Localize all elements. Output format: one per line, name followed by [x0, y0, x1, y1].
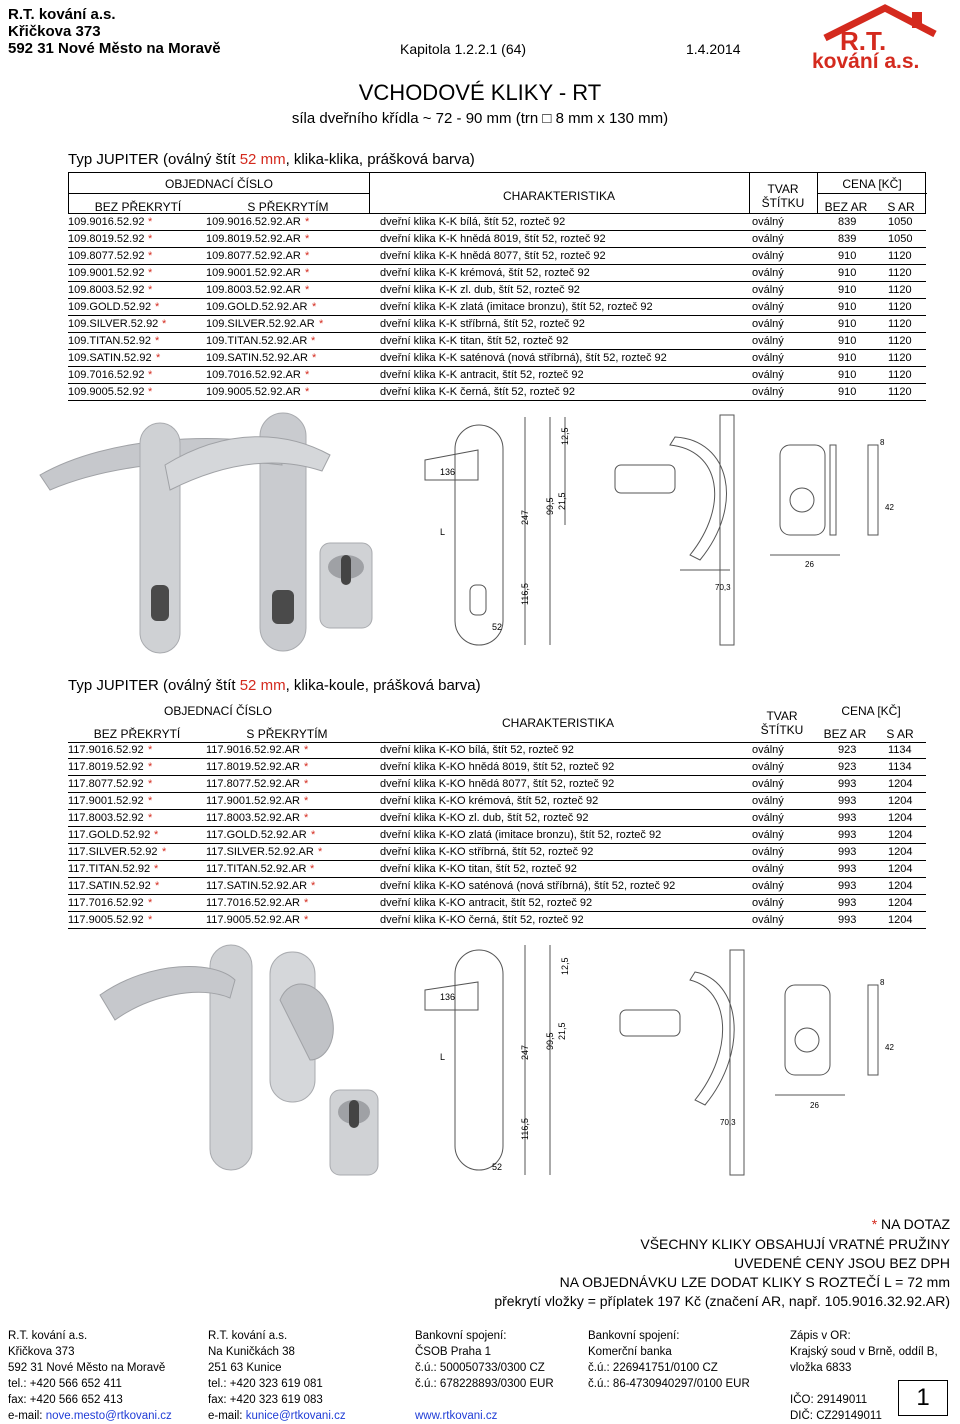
- shape: oválný: [752, 812, 784, 824]
- price-with-ar: 1050: [888, 233, 913, 245]
- svg-text:247: 247: [520, 1044, 530, 1060]
- table-row: [68, 299, 926, 316]
- on-request-star: *: [148, 233, 153, 245]
- characteristic: dveřní klika K-K hnědá 8077, štít 52, rozteč 92: [380, 250, 606, 262]
- on-request-star: *: [312, 352, 317, 364]
- price-with-ar: 1134: [888, 761, 912, 773]
- note-on-request: * NA DOTAZ: [871, 1216, 950, 1232]
- website-link[interactable]: www.rtkovani.cz: [415, 1410, 498, 1422]
- table-row: [68, 333, 926, 350]
- table-row: [68, 827, 926, 844]
- price-no-ar: 923: [838, 744, 857, 756]
- order-number-cover: 117.8077.52.92.AR: [206, 778, 300, 790]
- price-with-ar: 1204: [888, 829, 913, 841]
- on-request-star: *: [312, 301, 317, 313]
- company-city: 592 31 Nové Město na Moravě: [8, 40, 221, 57]
- price-no-ar: 910: [838, 301, 857, 313]
- on-request-star: *: [148, 744, 153, 756]
- on-request-star: *: [148, 761, 153, 773]
- footer-hq: R.T. kování a.s. Křičkova 373 592 31 Nové Město na Moravě tel.: +420 566 652 411 fax: +420 566 652 413 e-mail: nove.mesto@rtkovani.cz: [8, 1330, 172, 1422]
- shape: oválný: [752, 250, 784, 262]
- shape: oválný: [752, 318, 784, 330]
- table-row: [68, 316, 926, 333]
- price-no-ar: 993: [838, 880, 857, 892]
- technical-drawing-front-1: [425, 417, 565, 645]
- order-number-cover: 109.SATIN.52.92.AR: [206, 352, 308, 364]
- logo-line1: R.T.: [840, 26, 887, 56]
- company-name: R.T. kování a.s.: [8, 6, 116, 23]
- characteristic: dveřní klika K-K stříbrná, štít 52, rozteč 92: [380, 318, 585, 330]
- order-number-cover: 109.9001.52.92.AR: [206, 267, 301, 279]
- technical-drawing-side-1: [615, 415, 734, 645]
- table-row: [68, 793, 926, 810]
- section1-title: Typ JUPITER (oválný štít 52 mm, klika-klika, prášková barva): [68, 151, 475, 168]
- table-row: [68, 214, 926, 231]
- svg-text:52: 52: [492, 1162, 503, 1172]
- order-number-plain: 117.8077.52.92: [68, 778, 144, 790]
- order-number-cover: 117.GOLD.52.92.AR: [206, 829, 307, 841]
- svg-text:136: 136: [440, 992, 456, 1002]
- svg-text:116,5: 116,5: [520, 1118, 530, 1140]
- price-with-ar: 1204: [888, 846, 913, 858]
- on-request-star: *: [304, 914, 309, 926]
- price-with-ar: 1204: [888, 778, 913, 790]
- order-number-plain: 117.8019.52.92: [68, 761, 144, 773]
- table-body: [68, 742, 926, 929]
- on-request-star: *: [155, 880, 160, 892]
- table-row: [68, 759, 926, 776]
- price-with-ar: 1204: [888, 812, 913, 824]
- order-number-plain: 109.9016.52.92: [68, 216, 145, 228]
- on-request-star: *: [310, 863, 315, 875]
- on-request-star: *: [304, 778, 309, 790]
- price-no-ar: 993: [838, 812, 857, 824]
- characteristic: dveřní klika K-KO antracit, štít 52, rozteč 92: [380, 897, 593, 909]
- characteristic: dveřní klika K-K krémová, štít 52, rozteč 92: [380, 267, 590, 279]
- on-request-star: *: [155, 335, 160, 347]
- on-request-star: *: [305, 267, 310, 279]
- handle-photo-plate-2: [100, 945, 333, 1170]
- svg-text:99,5: 99,5: [545, 1032, 555, 1050]
- shape: oválný: [752, 233, 784, 245]
- order-number-cover: 109.8077.52.92.AR: [206, 250, 301, 262]
- on-request-star: *: [148, 897, 153, 909]
- on-request-star: *: [148, 216, 153, 228]
- price-no-ar: 993: [838, 863, 857, 875]
- logo-line2: kování a.s.: [812, 50, 920, 73]
- svg-text:26: 26: [805, 560, 814, 569]
- order-number-plain: 117.9005.52.92: [68, 914, 144, 926]
- characteristic: dveřní klika K-KO stříbrná, štít 52, rozteč 92: [380, 846, 594, 858]
- date-label: 1.4.2014: [686, 41, 741, 57]
- escutcheon-photo-2: [330, 1090, 378, 1175]
- svg-text:99,5: 99,5: [545, 497, 555, 515]
- order-number-cover: 109.8003.52.92.AR: [206, 284, 301, 296]
- svg-text:136: 136: [440, 467, 456, 477]
- order-number-plain: 109.8003.52.92: [68, 284, 145, 296]
- price-no-ar: 923: [838, 761, 857, 773]
- technical-drawing-side-2: [620, 950, 744, 1175]
- shape: oválný: [752, 880, 784, 892]
- on-request-star: *: [304, 812, 309, 824]
- handle-photo-plate-1: [40, 413, 330, 653]
- company-street: Křičkova 373: [8, 23, 101, 40]
- price-no-ar: 993: [838, 846, 857, 858]
- order-number-cover: 109.7016.52.92.AR: [206, 369, 301, 381]
- svg-text:L: L: [440, 1052, 446, 1062]
- characteristic: dveřní klika K-K zlatá (imitace bronzu), štít 52, rozteč 92: [380, 301, 653, 313]
- on-request-star: *: [304, 795, 309, 807]
- table-row: [68, 844, 926, 861]
- on-request-star: *: [311, 880, 316, 892]
- svg-text:12,5: 12,5: [560, 427, 570, 445]
- shape: oválný: [752, 284, 784, 296]
- on-request-star: *: [148, 812, 153, 824]
- svg-text:42: 42: [885, 503, 894, 512]
- price-no-ar: 910: [838, 318, 857, 330]
- shape: oválný: [752, 386, 784, 398]
- on-request-star: *: [305, 233, 310, 245]
- svg-text:21,5: 21,5: [557, 1022, 567, 1040]
- note-springs: VŠECHNY KLIKY OBSAHUJÍ VRATNÉ PRUŽINY: [640, 1236, 950, 1252]
- footer-bank-1: Bankovní spojení: ČSOB Praha 1 č.ú.: 500050733/0300 CZ č.ú.: 678228893/0300 EUR www.rtkovani.cz: [415, 1330, 554, 1422]
- shape: oválný: [752, 369, 784, 381]
- order-number-plain: 109.7016.52.92: [68, 369, 145, 381]
- price-no-ar: 839: [838, 233, 857, 245]
- on-request-star: *: [319, 318, 324, 330]
- email-link-hq[interactable]: nove.mesto@rtkovani.cz: [45, 1410, 172, 1422]
- technical-drawing-escutcheon-2: [775, 985, 878, 1095]
- price-with-ar: 1204: [888, 795, 913, 807]
- price-no-ar: 839: [838, 216, 857, 228]
- characteristic: dveřní klika K-K bílá, štít 52, rozteč 92: [380, 216, 566, 228]
- footer-registry: Zápis v OR: Krajský soud v Brně, oddíl B, vložka 6833 IČO: 29149011 DIČ: CZ29149011: [790, 1330, 938, 1422]
- order-number-cover: 109.8019.52.92.AR: [206, 233, 301, 245]
- price-no-ar: 910: [838, 352, 857, 364]
- on-request-star: *: [305, 284, 310, 296]
- svg-text:L: L: [440, 527, 446, 537]
- chapter-label: Kapitola 1.2.2.1 (64): [400, 41, 527, 57]
- on-request-star: *: [305, 369, 310, 381]
- table-row: [68, 912, 926, 929]
- on-request-star: *: [154, 863, 159, 875]
- table-row: [68, 861, 926, 878]
- characteristic: dveřní klika K-KO hnědá 8077, štít 52, rozteč 92: [380, 778, 615, 790]
- table-jupiter-kko: [68, 700, 926, 929]
- shape: oválný: [752, 352, 784, 364]
- characteristic: dveřní klika K-KO bílá, štít 52, rozteč 92: [380, 744, 574, 756]
- on-request-star: *: [311, 335, 316, 347]
- table-row: [68, 384, 926, 401]
- order-number-cover: 117.9016.52.92.AR: [206, 744, 300, 756]
- on-request-star: *: [148, 369, 153, 381]
- escutcheon-photo-1: [320, 543, 372, 628]
- on-request-star: *: [311, 829, 316, 841]
- price-with-ar: 1120: [888, 386, 912, 398]
- on-request-star: *: [305, 250, 310, 262]
- price-with-ar: 1120: [888, 301, 912, 313]
- order-number-plain: 117.TITAN.52.92: [68, 863, 151, 875]
- characteristic: dveřní klika K-K titan, štít 52, rozteč 92: [380, 335, 569, 347]
- characteristic: dveřní klika K-K černá, štít 52, rozteč 92: [380, 386, 576, 398]
- characteristic: dveřní klika K-K hnědá 8019, štít 52, rozteč 92: [380, 233, 606, 245]
- order-number-cover: 117.8019.52.92.AR: [206, 761, 300, 773]
- on-request-star: *: [162, 318, 167, 330]
- on-request-star: *: [148, 284, 153, 296]
- order-number-cover: 117.7016.52.92.AR: [206, 897, 300, 909]
- footer-branch: R.T. kování a.s. Na Kuničkách 38 251 63 Kunice tel.: +420 323 619 081 fax: +420 323 619 083 e-mail: kunice@rtkovani.cz: [208, 1330, 346, 1422]
- table-row: [68, 776, 926, 793]
- characteristic: dveřní klika K-K antracit, štít 52, rozteč 92: [380, 369, 584, 381]
- svg-text:52: 52: [492, 622, 503, 632]
- table-header: OBJEDNACÍ ČÍSLO BEZ PŘEKRYTÍ S PŘEKRYTÍM CHARAKTERISTIKA TVAR ŠTÍTKU CENA [KČ] BEZ AR S AR: [68, 700, 926, 742]
- svg-text:8: 8: [880, 978, 885, 987]
- svg-text:8: 8: [880, 438, 885, 447]
- table-row: [68, 248, 926, 265]
- table-header: OBJEDNACÍ ČÍSLO BEZ PŘEKRYTÍ S PŘEKRYTÍM CHARAKTERISTIKA TVAR ŠTÍTKU CENA [KČ] BEZ AR S AR: [68, 172, 926, 214]
- price-no-ar: 910: [838, 335, 857, 347]
- page-subtitle: síla dveřního křídla ~ 72 - 90 mm (trn □ 8 mm x 130 mm): [291, 110, 669, 127]
- order-number-cover: 117.SATIN.52.92.AR: [206, 880, 308, 892]
- on-request-star: *: [155, 301, 160, 313]
- shape: oválný: [752, 846, 784, 858]
- svg-text:247: 247: [520, 509, 530, 525]
- price-with-ar: 1120: [888, 352, 912, 364]
- on-request-star: *: [148, 778, 153, 790]
- price-no-ar: 910: [838, 284, 857, 296]
- product-drawings-kko: [30, 940, 960, 1190]
- order-number-cover: 109.TITAN.52.92.AR: [206, 335, 308, 347]
- shape: oválný: [752, 267, 784, 279]
- table-row: [68, 895, 926, 912]
- price-no-ar: 993: [838, 914, 857, 926]
- characteristic: dveřní klika K-KO černá, štít 52, rozteč 92: [380, 914, 584, 926]
- characteristic: dveřní klika K-K zl. dub, štít 52, rozteč 92: [380, 284, 580, 296]
- note-surcharge: překrytí vložky = příplatek 197 Kč (značení AR, např. 105.9016.32.92.AR): [494, 1293, 950, 1309]
- on-request-star: *: [148, 914, 153, 926]
- table-row: [68, 367, 926, 384]
- svg-text:26: 26: [810, 1101, 819, 1110]
- order-number-plain: 109.9005.52.92: [68, 386, 145, 398]
- on-request-star: *: [305, 386, 310, 398]
- order-number-plain: 117.7016.52.92: [68, 897, 144, 909]
- characteristic: dveřní klika K-KO krémová, štít 52, rozteč 92: [380, 795, 599, 807]
- order-number-plain: 109.8077.52.92: [68, 250, 145, 262]
- page-number: 1: [898, 1380, 948, 1416]
- svg-text:70,3: 70,3: [720, 1118, 736, 1127]
- on-request-star: *: [148, 795, 153, 807]
- shape: oválný: [752, 914, 784, 926]
- table-row: [68, 742, 926, 759]
- order-number-plain: 117.8003.52.92: [68, 812, 144, 824]
- product-drawings-kk: [30, 405, 960, 660]
- email-link-branch[interactable]: kunice@rtkovani.cz: [245, 1410, 346, 1422]
- order-number-plain: 109.SILVER.52.92: [68, 318, 159, 330]
- svg-text:70,3: 70,3: [715, 583, 731, 592]
- price-with-ar: 1120: [888, 318, 912, 330]
- price-with-ar: 1120: [888, 335, 912, 347]
- price-no-ar: 910: [838, 386, 857, 398]
- on-request-star: *: [304, 897, 309, 909]
- order-number-plain: 117.SATIN.52.92: [68, 880, 151, 892]
- shape: oválný: [752, 795, 784, 807]
- price-with-ar: 1134: [888, 744, 912, 756]
- price-with-ar: 1120: [888, 369, 912, 381]
- order-number-plain: 109.8019.52.92: [68, 233, 145, 245]
- on-request-star: *: [304, 761, 309, 773]
- order-number-cover: 117.SILVER.52.92.AR: [206, 846, 314, 858]
- technical-drawing-escutcheon-1: [770, 445, 878, 555]
- on-request-star: *: [148, 386, 153, 398]
- section2-title: Typ JUPITER (oválný štít 52 mm, klika-koule, prášková barva): [68, 677, 481, 694]
- price-with-ar: 1204: [888, 897, 913, 909]
- shape: oválný: [752, 744, 784, 756]
- order-number-cover: 109.9016.52.92.AR: [206, 216, 301, 228]
- order-number-plain: 109.GOLD.52.92: [68, 301, 152, 313]
- characteristic: dveřní klika K-KO saténová (nová stříbrná), štít 52, rozteč 92: [380, 880, 676, 892]
- table-row: [68, 350, 926, 367]
- table-jupiter-kk: [68, 172, 926, 401]
- price-with-ar: 1120: [888, 250, 912, 262]
- company-logo: [800, 4, 955, 72]
- order-number-plain: 117.9001.52.92: [68, 795, 144, 807]
- order-number-cover: 117.9005.52.92.AR: [206, 914, 300, 926]
- footer-bank-2: Bankovní spojení: Komerční banka č.ú.: 226941751/0100 CZ č.ú.: 86-4730940297/0100 EUR: [588, 1330, 750, 1390]
- note-spacing: NA OBJEDNÁVKU LZE DODAT KLIKY S ROZTEČÍ L = 72 mm: [559, 1274, 950, 1290]
- shape: oválný: [752, 863, 784, 875]
- page-title: VCHODOVÉ KLIKY - RT: [358, 80, 602, 105]
- characteristic: dveřní klika K-KO hnědá 8019, štít 52, rozteč 92: [380, 761, 615, 773]
- on-request-star: *: [318, 846, 323, 858]
- price-no-ar: 993: [838, 795, 857, 807]
- shape: oválný: [752, 778, 784, 790]
- on-request-star: *: [148, 250, 153, 262]
- on-request-star: *: [148, 267, 153, 279]
- price-with-ar: 1204: [888, 914, 913, 926]
- order-number-plain: 109.TITAN.52.92: [68, 335, 151, 347]
- order-number-plain: 109.SATIN.52.92: [68, 352, 152, 364]
- shape: oválný: [752, 335, 784, 347]
- order-number-plain: 109.9001.52.92: [68, 267, 145, 279]
- shape: oválný: [752, 761, 784, 773]
- svg-text:42: 42: [885, 1043, 894, 1052]
- table-body: [68, 214, 926, 401]
- order-number-cover: 117.TITAN.52.92.AR: [206, 863, 307, 875]
- shape: oválný: [752, 216, 784, 228]
- characteristic: dveřní klika K-K saténová (nová stříbrná), štít 52, rozteč 92: [380, 352, 667, 364]
- price-no-ar: 910: [838, 250, 857, 262]
- characteristic: dveřní klika K-KO titan, štít 52, rozteč 92: [380, 863, 577, 875]
- characteristic: dveřní klika K-KO zlatá (imitace bronzu), štít 52, rozteč 92: [380, 829, 662, 841]
- price-no-ar: 910: [838, 267, 857, 279]
- shape: oválný: [752, 829, 784, 841]
- order-number-plain: 117.SILVER.52.92: [68, 846, 158, 858]
- order-number-cover: 109.GOLD.52.92.AR: [206, 301, 308, 313]
- order-number-cover: 109.SILVER.52.92.AR: [206, 318, 315, 330]
- price-no-ar: 993: [838, 778, 857, 790]
- on-request-star: *: [156, 352, 161, 364]
- table-row: [68, 282, 926, 299]
- shape: oválný: [752, 301, 784, 313]
- note-vat: UVEDENÉ CENY JSOU BEZ DPH: [733, 1255, 950, 1271]
- on-request-star: *: [154, 829, 159, 841]
- price-with-ar: 1120: [888, 284, 912, 296]
- order-number-cover: 117.8003.52.92.AR: [206, 812, 300, 824]
- svg-text:12,5: 12,5: [560, 957, 570, 975]
- on-request-star: *: [305, 216, 310, 228]
- price-no-ar: 993: [838, 829, 857, 841]
- order-number-cover: 109.9005.52.92.AR: [206, 386, 301, 398]
- svg-text:21,5: 21,5: [557, 492, 567, 510]
- on-request-star: *: [304, 744, 309, 756]
- table-row: [68, 878, 926, 895]
- price-with-ar: 1204: [888, 863, 913, 875]
- characteristic: dveřní klika K-KO zl. dub, štít 52, rozteč 92: [380, 812, 589, 824]
- table-row: [68, 265, 926, 282]
- shape: oválný: [752, 897, 784, 909]
- on-request-star: *: [162, 846, 167, 858]
- price-with-ar: 1120: [888, 267, 912, 279]
- price-with-ar: 1050: [888, 216, 913, 228]
- order-number-plain: 117.GOLD.52.92: [68, 829, 151, 841]
- price-no-ar: 993: [838, 897, 857, 909]
- table-row: [68, 231, 926, 248]
- table-row: [68, 810, 926, 827]
- order-number-plain: 117.9016.52.92: [68, 744, 144, 756]
- order-number-cover: 117.9001.52.92.AR: [206, 795, 300, 807]
- price-no-ar: 910: [838, 369, 857, 381]
- svg-text:116,5: 116,5: [520, 583, 530, 605]
- price-with-ar: 1204: [888, 880, 913, 892]
